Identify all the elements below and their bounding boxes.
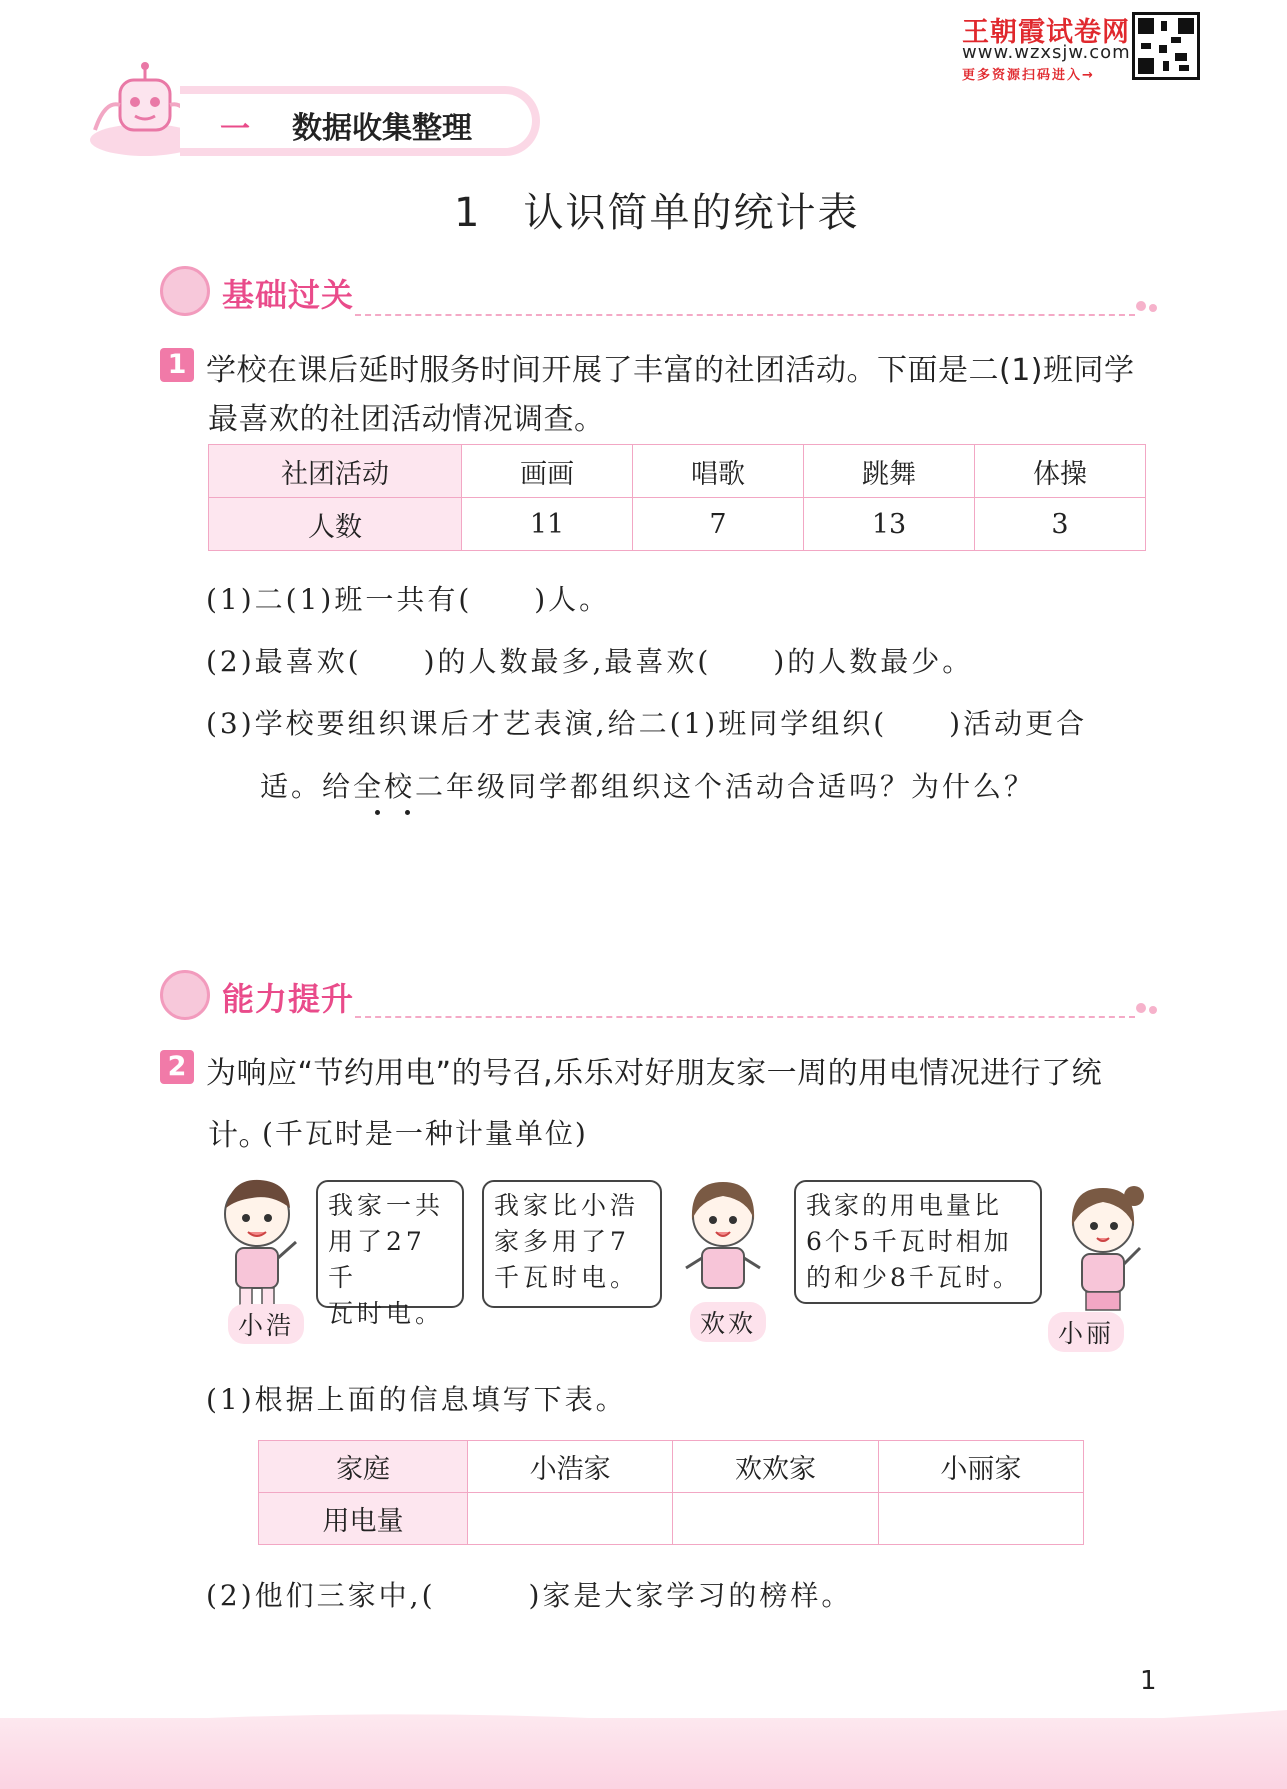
chapter-title: 数据收集整理 [292,111,472,146]
table-row-label: 用电量 [259,1493,468,1545]
qr-code-icon[interactable] [1132,12,1200,80]
table-cell: 11 [462,498,633,551]
table-header-cell: 体操 [975,445,1146,498]
emphasis-dot [405,810,410,815]
section-divider [355,314,1135,316]
table-header-cell: 社团活动 [209,445,462,498]
bubble-line: 我家的用电量比 [806,1191,1003,1220]
table-row [209,445,1146,498]
bubble-line: 6个5千瓦时相加 [806,1227,1012,1256]
question-1-part1: (1)二(1)班一共有( )人。 [206,583,611,616]
table-header-cell: 欢欢家 [673,1441,878,1493]
question-1-line2: 最喜欢的社团活动情况调查。 [208,402,605,437]
brand-subtitle: 更多资源扫码进入→ [962,68,1095,83]
name-tag-huanhuan: 欢欢 [690,1302,766,1342]
table-cell: 7 [633,498,804,551]
question-2-part1: (1)根据上面的信息填写下表。 [206,1383,627,1416]
page-number: 1 [1140,1666,1157,1696]
speech-bubble-xiaohao [316,1180,464,1328]
chapter-number: 一 [220,112,250,147]
bubble-line: 千瓦时电。 [494,1263,640,1292]
section-mascot-icon [160,266,210,316]
table-header-cell: 家庭 [259,1441,468,1493]
lesson-title: 1 认识简单的统计表 [454,190,860,236]
table-header-cell: 跳舞 [804,445,975,498]
table-row [209,498,1146,551]
question-2-note: (千瓦时是一种计量单位) [262,1117,588,1150]
question-2-line2: 计。 [208,1118,269,1153]
section-dots-icon [1136,300,1162,312]
brand-url[interactable]: www.wzxsjw.com [962,42,1131,63]
table-row [259,1441,1084,1493]
bubble-line: 用了27千 [328,1227,426,1292]
emphasis-dot [375,810,380,815]
answer-cell-xiaoli[interactable] [878,1493,1083,1545]
table-header-cell: 画画 [462,445,633,498]
bubble-line: 家多用了7 [494,1227,630,1256]
table-header-cell: 小丽家 [878,1441,1083,1493]
question-number-badge: 1 [160,348,194,382]
table-cell: 13 [804,498,975,551]
bubble-line: 瓦时电。 [328,1299,445,1328]
question-2-part2: (2)他们三家中,( )家是大家学习的榜样。 [206,1579,853,1612]
table-row [259,1493,1084,1545]
table-header-cell: 小浩家 [468,1441,673,1493]
question-1-part2: (2)最喜欢( )的人数最多,最喜欢( )的人数最少。 [206,645,974,678]
name-tag-xiaohao: 小浩 [228,1304,304,1344]
girl-xiaoli-icon [1058,1176,1148,1316]
section-divider [355,1016,1135,1018]
footer-band [0,1718,1287,1789]
bubble-line: 的和少8千瓦时。 [806,1263,1021,1292]
table-row-label: 人数 [209,498,462,551]
speech-bubble-xiaoli [794,1180,1042,1304]
speech-bubble-huanhuan [482,1180,662,1308]
question-2-line1: 为响应“节约用电”的号召,乐乐对好朋友家一周的用电情况进行了统 [206,1056,1103,1091]
section-title-advanced: 能力提升 [222,980,355,1018]
question-1-part3-line1: (3)学校要组织课后才艺表演,给二(1)班同学组织( )活动更合 [206,707,1088,740]
boy-xiaohao-icon [212,1172,302,1312]
table-header-cell: 唱歌 [633,445,804,498]
question-number-badge: 2 [160,1050,194,1084]
brand-title: 王朝霞试卷网 [962,17,1130,48]
girl-huanhuan-icon [678,1172,768,1312]
answer-cell-xiaohao[interactable] [468,1493,673,1545]
name-tag-xiaoli: 小丽 [1048,1312,1124,1352]
question-1-line1: 学校在课后延时服务时间开展了丰富的社团活动。下面是二(1)班同学 [206,353,1135,388]
table-cell: 3 [975,498,1146,551]
answer-cell-huanhuan[interactable] [673,1493,878,1545]
section-title-basic: 基础过关 [222,276,355,314]
electricity-usage-table [258,1440,1084,1545]
question-1-part3-line2: 适。给全校二年级同学都组织这个活动合适吗？为什么？ [260,770,1036,803]
bubble-line: 我家比小浩 [494,1191,640,1220]
bubble-line: 我家一共 [328,1191,445,1220]
section-mascot-icon [160,970,210,1020]
section-dots-icon [1136,1002,1162,1014]
activity-survey-table [208,444,1146,551]
